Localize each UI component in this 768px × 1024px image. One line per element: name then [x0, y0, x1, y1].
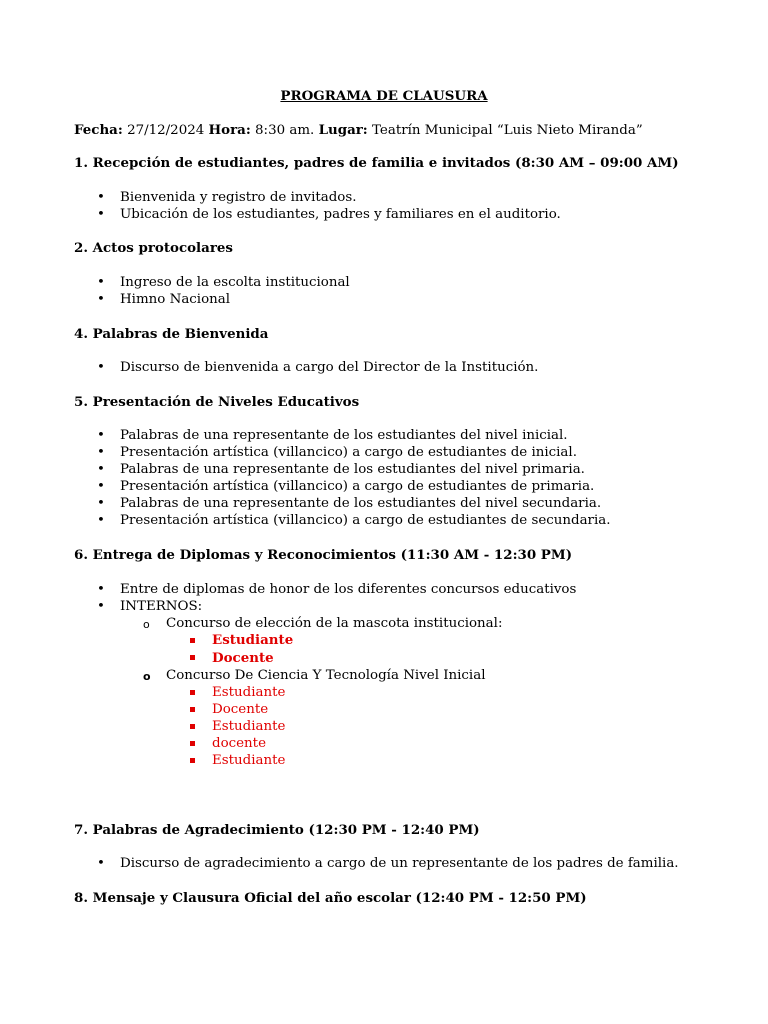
sub-list-item: Concurso De Ciencia Y Tecnología Nivel Inicial	[166, 668, 486, 683]
list-item: • Discurso de bienvenida a cargo del Director de la Institución.	[120, 359, 538, 376]
square-bullet-icon	[190, 741, 195, 746]
section-heading-7: 7. Palabras de Agradecimiento (12:30 PM - 12:40 PM)	[74, 822, 480, 838]
section-heading-6: 6. Entrega de Diplomas y Reconocimientos (11:30 AM - 12:30 PM)	[74, 547, 573, 563]
award-entry: Estudiante	[212, 719, 286, 734]
list-item: • Ubicación de los estudiantes, padres y familiares en el auditorio.	[120, 206, 561, 223]
section-heading-8: 8. Mensaje y Clausura Oficial del año escolar (12:40 PM - 12:50 PM)	[74, 890, 587, 906]
square-bullet-icon	[190, 707, 195, 712]
award-entry: Docente	[212, 650, 274, 666]
event-details	[74, 121, 643, 140]
award-entry: docente	[212, 736, 266, 751]
sub-list-item: Concurso de elección de la mascota institucional:	[166, 616, 503, 631]
list-item: • Presentación artística (villancico) a cargo de estudiantes de secundaria.	[120, 512, 610, 529]
award-entry: Docente	[212, 702, 269, 717]
square-bullet-icon	[190, 638, 195, 643]
list-item: • Palabras de una representante de los estudiantes del nivel inicial.	[120, 427, 568, 444]
award-entry: Estudiante	[212, 753, 286, 768]
list-item: • Bienvenida y registro de invitados.	[120, 189, 357, 206]
list-item: • Discurso de agradecimiento a cargo de un representante de los padres de familia.	[120, 855, 679, 872]
section-heading-5: 5. Presentación de Niveles Educativos	[74, 394, 360, 410]
fecha-label: Fecha:	[74, 122, 123, 138]
square-bullet-icon	[190, 724, 195, 729]
fecha-value: 27/12/2024	[122, 123, 209, 138]
section-heading-1: 1. Recepción de estudiantes, padres de familia e invitados (8:30 AM – 09:00 AM)	[74, 155, 679, 171]
section-heading-4: 4. Palabras de Bienvenida	[74, 326, 269, 342]
list-item: • Palabras de una representante de los estudiantes del nivel primaria.	[120, 461, 585, 478]
sub-list-marker: o	[143, 618, 150, 631]
list-item: • Ingreso de la escolta institucional	[120, 274, 350, 291]
sub-list-marker: o	[143, 670, 151, 683]
list-item: • Entre de diplomas de honor de los diferentes concursos educativos	[120, 581, 576, 598]
award-entry: Estudiante	[212, 632, 294, 648]
document-title: PROGRAMA DE CLAUSURA	[280, 88, 488, 104]
square-bullet-icon	[190, 655, 195, 660]
square-bullet-icon	[190, 758, 195, 763]
hora-label: Hora:	[208, 122, 251, 138]
lugar-label: Lugar:	[318, 122, 368, 138]
square-bullet-icon	[190, 690, 195, 695]
list-item: • Himno Nacional	[120, 291, 230, 308]
list-item: • Presentación artística (villancico) a cargo de estudiantes de inicial.	[120, 444, 577, 461]
list-item: • Presentación artística (villancico) a cargo de estudiantes de primaria.	[120, 478, 594, 495]
lugar-value: Teatrín Municipal “Luis Nieto Miranda”	[367, 123, 643, 138]
list-item: • Palabras de una representante de los estudiantes del nivel secundaria.	[120, 495, 601, 512]
list-item: • INTERNOS:	[120, 598, 202, 615]
award-entry: Estudiante	[212, 685, 286, 700]
section-heading-2: 2. Actos protocolares	[74, 240, 233, 256]
hora-value: 8:30 am.	[250, 123, 319, 138]
